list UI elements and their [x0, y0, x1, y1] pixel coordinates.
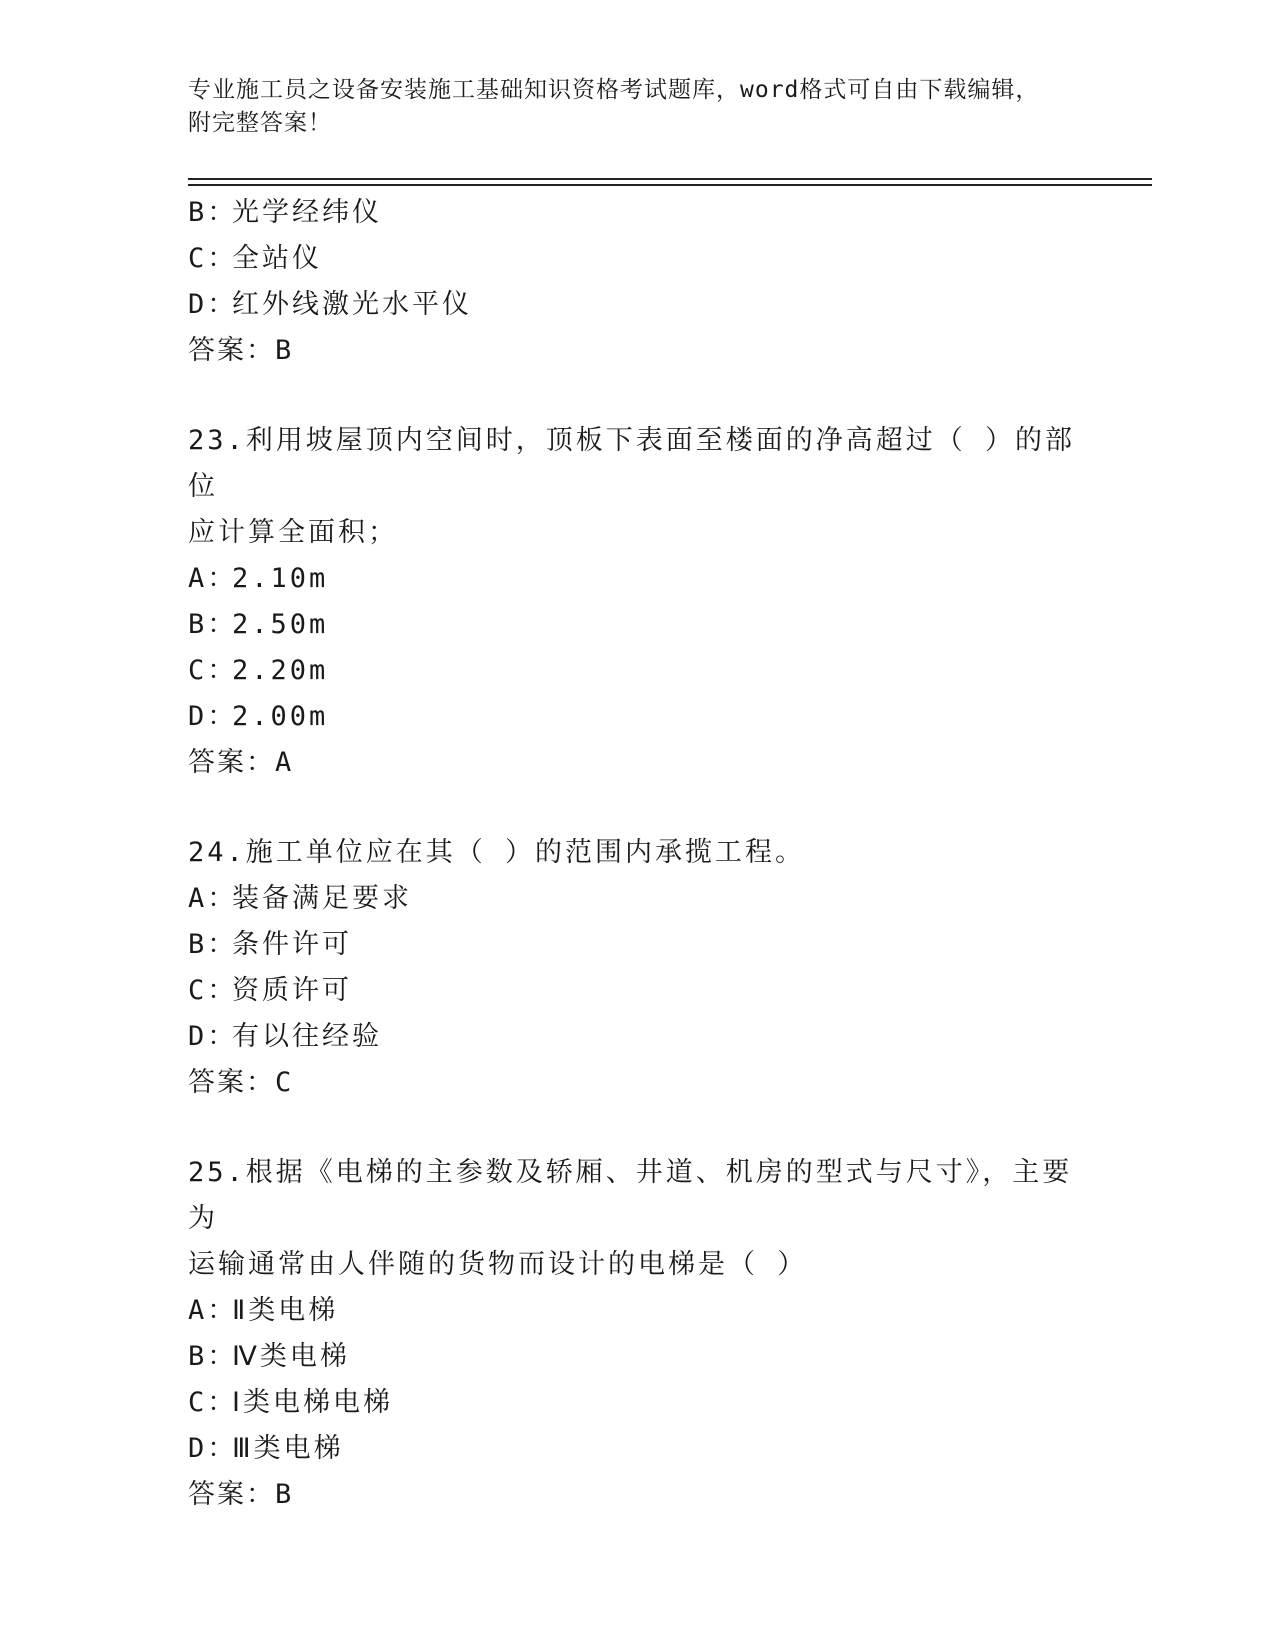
option-key: B：: [188, 929, 238, 960]
option-key: B：: [188, 1341, 238, 1372]
option-text: 红外线激光水平仪: [232, 289, 472, 320]
option-row: [188, 1380, 1088, 1426]
prev-question-block: [188, 190, 1088, 374]
option-key: D：: [188, 1021, 238, 1052]
option-row: [188, 602, 1088, 648]
option-key: C：: [188, 243, 238, 274]
option-key: A：: [188, 883, 238, 914]
question-block-23: [188, 418, 1088, 786]
question-stem: [188, 418, 1088, 556]
option-key: C：: [188, 655, 238, 686]
question-stem-line: 24.施工单位应在其（ ）的范围内承揽工程。: [188, 837, 806, 868]
option-row: [188, 236, 1088, 282]
question-list: [188, 190, 1088, 1562]
option-text: 2.10m: [232, 563, 329, 594]
answer-line: 答案：B: [188, 1479, 294, 1510]
option-text: 2.50m: [232, 609, 329, 640]
option-text: 全站仪: [232, 243, 322, 274]
option-text: 装备满足要求: [232, 883, 412, 914]
option-row: [188, 282, 1088, 328]
option-row: [188, 190, 1088, 236]
option-key: D：: [188, 701, 238, 732]
option-row: [188, 1426, 1088, 1472]
option-key: D：: [188, 289, 238, 320]
option-key: C：: [188, 1387, 238, 1418]
question-block-25: [188, 1150, 1088, 1518]
option-key: D：: [188, 1433, 238, 1464]
option-row: [188, 1288, 1088, 1334]
option-text: Ⅱ类电梯: [232, 1295, 339, 1326]
option-text: Ⅲ类电梯: [232, 1433, 344, 1464]
header-divider-top: [188, 178, 1152, 180]
option-key: C：: [188, 975, 238, 1006]
header-line-1: 专业施工员之设备安装施工基础知识资格考试题库，word格式可自由下载编辑，: [188, 77, 1040, 103]
question-stem-line: 23.利用坡屋顶内空间时，顶板下表面至楼面的净高超过（ ）的部位: [188, 425, 1076, 502]
option-key: A：: [188, 1295, 238, 1326]
option-text: 光学经纬仪: [232, 197, 382, 228]
option-text: 条件许可: [232, 929, 352, 960]
question-stem-line: 运输通常由人伴随的货物而设计的电梯是（ ）: [188, 1249, 808, 1280]
option-row: [188, 556, 1088, 602]
option-text: 资质许可: [232, 975, 352, 1006]
option-row: [188, 694, 1088, 740]
option-row: [188, 876, 1088, 922]
header-note: [188, 74, 1088, 140]
answer-line: 答案：A: [188, 747, 294, 778]
header-divider-bottom: [188, 184, 1152, 186]
answer-line: 答案：C: [188, 1067, 294, 1098]
option-row: [188, 1014, 1088, 1060]
question-stem-line: 25.根据《电梯的主参数及轿厢、井道、机房的型式与尺寸》，主要为: [188, 1157, 1073, 1234]
option-text: Ⅰ类电梯电梯: [232, 1387, 393, 1418]
option-key: B：: [188, 609, 238, 640]
question-stem: [188, 1150, 1088, 1288]
question-block-24: [188, 830, 1088, 1106]
option-text: 2.00m: [232, 701, 329, 732]
option-text: 有以往经验: [232, 1021, 382, 1052]
option-key: A：: [188, 563, 238, 594]
option-key: B：: [188, 197, 238, 228]
option-row: [188, 648, 1088, 694]
header-line-2: 附完整答案！: [188, 110, 332, 136]
option-row: [188, 922, 1088, 968]
option-row: [188, 968, 1088, 1014]
option-row: [188, 1334, 1088, 1380]
option-text: 2.20m: [232, 655, 329, 686]
answer-line: 答案：B: [188, 335, 294, 366]
question-stem: [188, 830, 1088, 876]
option-text: Ⅳ类电梯: [232, 1341, 350, 1372]
question-stem-line: 应计算全面积；: [188, 517, 398, 548]
